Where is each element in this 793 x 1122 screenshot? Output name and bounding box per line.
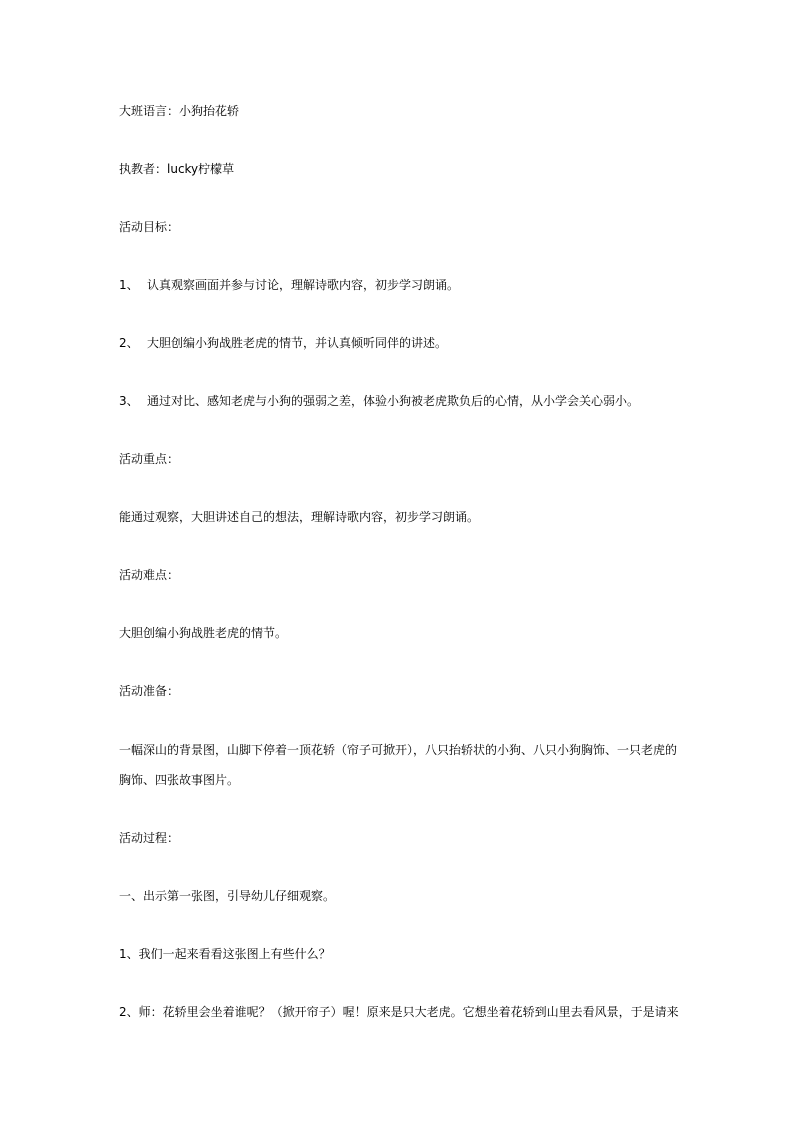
prep-text: 一幅深山的背景图，山脚下停着一顶花轿（帘子可掀开），八只抬轿状的小狗、八只小狗胸饰、一只老虎的胸饰、四张故事图片。 xyxy=(119,743,678,787)
goals-heading: 活动目标： xyxy=(119,220,180,234)
document-title: 大班语言：小狗抬花轿 xyxy=(119,104,240,118)
teacher-line: 执教者：lucky柠檬草 xyxy=(119,162,235,176)
goal-item-1 xyxy=(119,278,459,292)
goal-item-3 xyxy=(119,394,639,408)
step-one: 一、出示第一张图，引导幼儿仔细观察。 xyxy=(119,889,336,903)
goal-text: 大胆创编小狗战胜老虎的情节，并认真倾听同伴的讲述。 xyxy=(147,336,448,350)
goal-item-2 xyxy=(119,336,447,350)
goal-number: 2、 xyxy=(119,336,139,350)
goal-number: 1、 xyxy=(119,278,139,292)
key-heading: 活动重点： xyxy=(119,452,180,466)
difficulty-text: 大胆创编小狗战胜老虎的情节。 xyxy=(119,626,288,640)
goal-text: 认真观察画面并参与讨论，理解诗歌内容，初步学习朗诵。 xyxy=(147,278,460,292)
difficulty-heading: 活动难点： xyxy=(119,568,180,582)
key-text: 能通过观察，大胆讲述自己的想法，理解诗歌内容，初步学习朗诵。 xyxy=(119,510,480,524)
question-one: 1、我们一起来看看这张图上有些什么？ xyxy=(119,947,331,961)
goal-text: 通过对比、感知老虎与小狗的强弱之差，体验小狗被老虎欺负后的心情，从小学会关心弱小。 xyxy=(147,394,640,408)
goal-number: 3、 xyxy=(119,394,139,408)
process-heading: 活动过程： xyxy=(119,831,180,845)
question-two: 2、师：花轿里会坐着谁呢？（掀开帘子）喔！原来是只大老虎。它想坐着花轿到山里去看风景，于是请来 xyxy=(119,1005,679,1019)
prep-heading: 活动准备： xyxy=(119,684,180,698)
